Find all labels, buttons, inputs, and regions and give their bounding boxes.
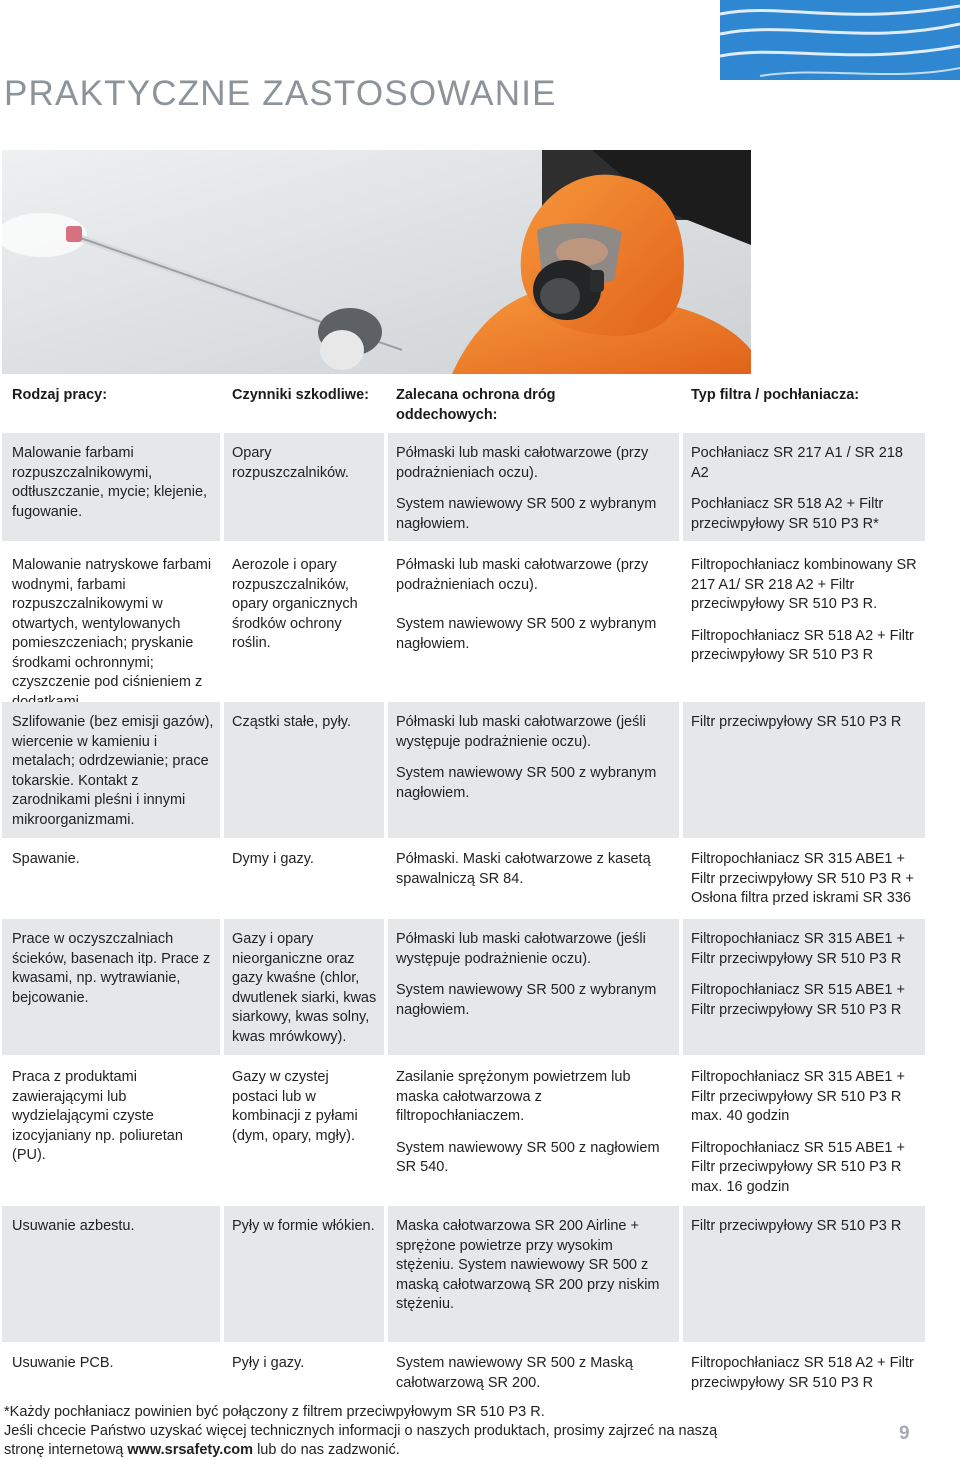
- worker-in-orange-hood-spraying-icon: [2, 150, 751, 374]
- table-row: [0, 919, 960, 1055]
- table-row: [0, 1206, 960, 1342]
- table-header: [0, 384, 960, 428]
- cell-filter: Filtropochłaniacz SR 518 A2 + Filtr przeciwpyłowy SR 510 P3 R: [691, 1355, 914, 1391]
- cell-protection: Półmaski lub maski całotwarzowe (jeśli występuje podrażnienie oczu). System nawiewowy SR 500 z wybranym nagłowiem.: [388, 919, 679, 1055]
- cell-protection: Półmaski. Maski całotwarzowe z kasetą spawalniczą SR 84.: [396, 851, 651, 887]
- cell-work: Malowanie farbami rozpuszczalnikowymi, odtłuszczanie, mycie; klejenie, fugowanie.: [2, 433, 220, 541]
- header-protection: Zalecana ochrona dróg oddechowych:: [396, 387, 556, 423]
- cell-hazards: Pyły i gazy.: [232, 1355, 305, 1371]
- cell-filter: Filtropochłaniacz SR 315 ABE1 + Filtr przeciwpyłowy SR 510 P3 R Filtropochłaniacz SR 515 ABE1 + Filtr przeciwpyłowy SR 510 P3 R: [683, 919, 925, 1055]
- table-row: [0, 1343, 960, 1401]
- wave-banner-icon: [720, 0, 960, 80]
- table-row: [0, 1057, 960, 1203]
- cell-hazards: Gazy w czystej postaci lub w kombinacji z pyłami (dym, opary, mgły).: [232, 1069, 358, 1144]
- page-number: 9: [899, 1423, 910, 1444]
- cell-hazards: Cząstki stałe, pyły.: [224, 702, 384, 838]
- cell-filter: Filtropochłaniacz SR 315 ABE1 + Filtr przeciwpyłowy SR 510 P3 R max. 40 godzin Filtropochłaniacz SR 515 ABE1 + Filtr przeciwpyłowy SR 510 P3 R max. 16 godzin: [691, 1069, 905, 1195]
- cell-hazards: Gazy i opary nieorganiczne oraz gazy kwaśne (chlor, dwutlenek siarki, kwas siarkowy, kwas solny, kwas mrówkowy).: [224, 919, 384, 1055]
- cell-filter: Filtropochłaniacz SR 315 ABE1 + Filtr przeciwpyłowy SR 510 P3 R + Osłona filtra przed iskrami SR 336: [691, 851, 914, 906]
- cell-protection: Zasilanie sprężonym powietrzem lub maska całotwarzowa z filtropochłaniaczem. System nawiewowy SR 500 z nagłowiem SR 540.: [396, 1069, 660, 1175]
- table-row: [0, 839, 960, 914]
- table-row: [0, 545, 960, 697]
- cell-filter: Filtropochłaniacz kombinowany SR 217 A1/ SR 218 A2 + Filtr przeciwpyłowy SR 510 P3 R. Filtropochłaniacz SR 518 A2 + Filtr przeciwpyłowy SR 510 P3 R: [691, 557, 917, 663]
- website-link[interactable]: www.srsafety.com: [127, 1442, 254, 1458]
- cell-hazards: Pyły w formie włókien.: [224, 1206, 384, 1342]
- cell-hazards: Opary rozpuszczalników.: [224, 433, 384, 541]
- cell-protection: Półmaski lub maski całotwarzowe (jeśli występuje podrażnienie oczu). System nawiewowy SR 500 z wybranym nagłowiem.: [388, 702, 679, 838]
- cell-work: Spawanie.: [12, 851, 80, 867]
- header-hazards: Czynniki szkodliwe:: [232, 387, 369, 403]
- cell-protection: Półmaski lub maski całotwarzowe (przy podrażnieniach oczu). System nawiewowy SR 500 z wybranym nagłowiem.: [388, 433, 679, 541]
- cell-work: Malowanie natryskowe farbami wodnymi, farbami rozpuszczalnikowymi w otwartych, wentylowanych pomieszczeniach; pryskanie środkami ochronnymi; czyszczenie pod ciśnieniem z: [12, 557, 212, 690]
- cell-protection: System nawiewowy SR 500 z Maską całotwarzową SR 200.: [396, 1355, 633, 1391]
- table-row: [0, 702, 960, 838]
- cell-hazards: Dymy i gazy.: [232, 851, 314, 867]
- worker-photo: [2, 150, 751, 374]
- header-work-type: Rodzaj pracy:: [12, 387, 108, 403]
- cell-work: Usuwanie azbestu.: [2, 1206, 220, 1342]
- table-row: [0, 433, 960, 541]
- cell-work: Prace w oczyszczalniach ścieków, basenach itp. Prace z kwasami, np. wytrawianie, bejcowanie.: [2, 919, 220, 1055]
- cell-work: Usuwanie PCB.: [12, 1355, 114, 1371]
- cell-filter: Filtr przeciwpyłowy SR 510 P3 R: [683, 702, 925, 838]
- cell-filter: Filtr przeciwpyłowy SR 510 P3 R: [683, 1206, 925, 1342]
- cell-protection: Półmaski lub maski całotwarzowe (przy podrażnieniach oczu). System nawiewowy SR 500 z wybranym nagłowiem.: [396, 557, 657, 652]
- cell-work: Praca z produktami zawierającymi lub wydzielającymi czyste izocyjaniany np. poliuretan (PU).: [12, 1069, 183, 1163]
- footnote-filter-note: *Każdy pochłaniacz powinien być połączony z filtrem przeciwpyłowym SR 510 P3 R.: [4, 1404, 545, 1420]
- cell-protection: Maska całotwarzowa SR 200 Airline + sprężone powietrze przy wysokim stężeniu. System nawiewowy SR 500 z maską całotwarzową SR 200 przy niskim stężeniu.: [388, 1206, 679, 1342]
- cell-hazards: Aerozole i opary rozpuszczalników, opary organicznych środków ochrony roślin.: [232, 557, 358, 651]
- page-title: PRAKTYCZNE ZASTOSOWANIE: [4, 74, 557, 113]
- cell-work: Szlifowanie (bez emisji gazów), wiercenie w kamieniu i metalach; odrdzewianie; prace tokarskie. Kontakt z zarodnikami pleśni i innymi mikroorganizmami.: [2, 702, 220, 838]
- header-filter-type: Typ filtra / pochłaniacza:: [691, 387, 860, 403]
- footnote: [4, 1403, 724, 1460]
- cell-filter: Pochłaniacz SR 217 A1 / SR 218 A2 Pochłaniacz SR 518 A2 + Filtr przeciwpyłowy SR 510 P3 R*: [683, 433, 925, 541]
- footnote-contact: Jeśli chcecie Państwo uzyskać więcej technicznych informacji o naszych produktach, prosimy zajrzeć na naszą stronę internetową www.srsafety.com lub do nas zadzwonić.: [4, 1423, 718, 1458]
